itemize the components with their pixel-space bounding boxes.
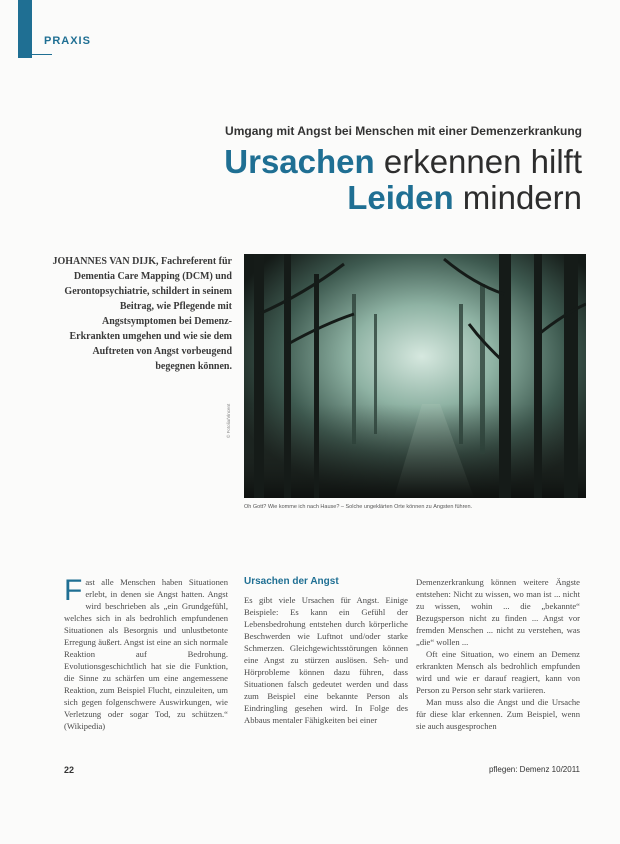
body-text-col3-b: Oft eine Situation, wo einem an Demenz erkrankten Mensch als bedrohlich empfunden wird und wie er darauf reagiert, kann von Person zu Person sehr stark variieren.: [416, 649, 580, 695]
body-text-col1: ast alle Menschen haben Situationen erlebt, in denen sie Angst hatten. Angst wird beschrieben als „ein Grundgefühl, welches sich in als bedrohlich empfundenen Situationen als Besorgnis und unlustbetonte Erregung äußert. Angst ist eine an sich normale Reaktion auf Bedrohung. Evolutionsgeschichtlich hat sie die Funktion, die Sinne zu schärfen um eine angemessene Reaktion, zum Beispiel Flucht, einzuleiten, um sich gegen folgenschwere Auswirkungen, wie Verletzung oder sogar Tod, zu schützen.“ (Wikipedia): [64, 577, 228, 731]
body-text-col3-c: Man muss also die Angst und die Ursache für diese klar erkennen. Zum Beispiel, wenn sie auch ausgesprochen: [416, 697, 580, 731]
body-column-3: [416, 576, 580, 732]
forest-illustration: [244, 254, 586, 498]
forest-photo: [244, 254, 586, 498]
headline-accent-1: Ursachen: [224, 143, 375, 180]
article-headline: [150, 144, 582, 216]
article-kicker: Umgang mit Angst bei Menschen mit einer Demenzerkrankung: [225, 124, 582, 138]
section-label: PRAXIS: [44, 35, 91, 47]
photo-credit: © Fotolia/Vincent: [226, 403, 231, 438]
body-column-2: [244, 576, 408, 726]
section-color-tab: [18, 0, 32, 58]
article-intro: JOHANNES VAN DIJK, Fachreferent für Dementia Care Mapping (DCM) und Gerontopsychiatrie, schildert in seinem Beitrag, wie Pflegende mit Angstsymptomen bei Demenz-Erkrankten umgehen und wie sie dem Auftreten von Angst vorbeugend begegnen können.: [52, 256, 232, 372]
headline-accent-2: Leiden: [347, 179, 454, 216]
body-text-col2: Es gibt viele Ursachen für Angst. Einige Beispiele: Es kann ein Gefühl der Lebensbedrohung entstehen durch körperliche Beschwerden wie Luftnot und/oder starke Schmerzen. Gleichgewichtsstörungen können eine Angst zu stürzen auslösen. Seh- und Hörprobleme können dazu führen, dass Situationen falsch gedeutet werden und dass zum Beispiel eine bekannte Person als Eindringling gesehen wird. In Folge des Abbaus mentaler Fähigkeiten bei einer: [244, 595, 408, 725]
headline-rest-1: erkennen hilft: [374, 143, 582, 180]
drop-cap: F: [64, 574, 83, 607]
body-column-1: [64, 576, 228, 732]
journal-name: pflegen: Demenz 10/2011: [488, 765, 580, 774]
headline-rest-2: mindern: [453, 179, 582, 216]
page-number: 22: [64, 765, 75, 775]
subheading: Ursachen der Angst: [244, 576, 339, 587]
photo-caption: Oh Gott? Wie komme ich nach Hause? – Solche ungeklärten Orte können zu Ängsten führen.: [244, 504, 473, 510]
section-rule: [32, 54, 52, 55]
body-text-col3-a: Demenzerkrankung können weitere Ängste entstehen: Nicht zu wissen, wo man ist ... nicht zu wissen, wohin ... die „bekannte“ Bezugsperson nicht zu finden ... Angst vor fremden Menschen ... nicht zu verstehen, was „die“ wollen ...: [416, 577, 580, 647]
